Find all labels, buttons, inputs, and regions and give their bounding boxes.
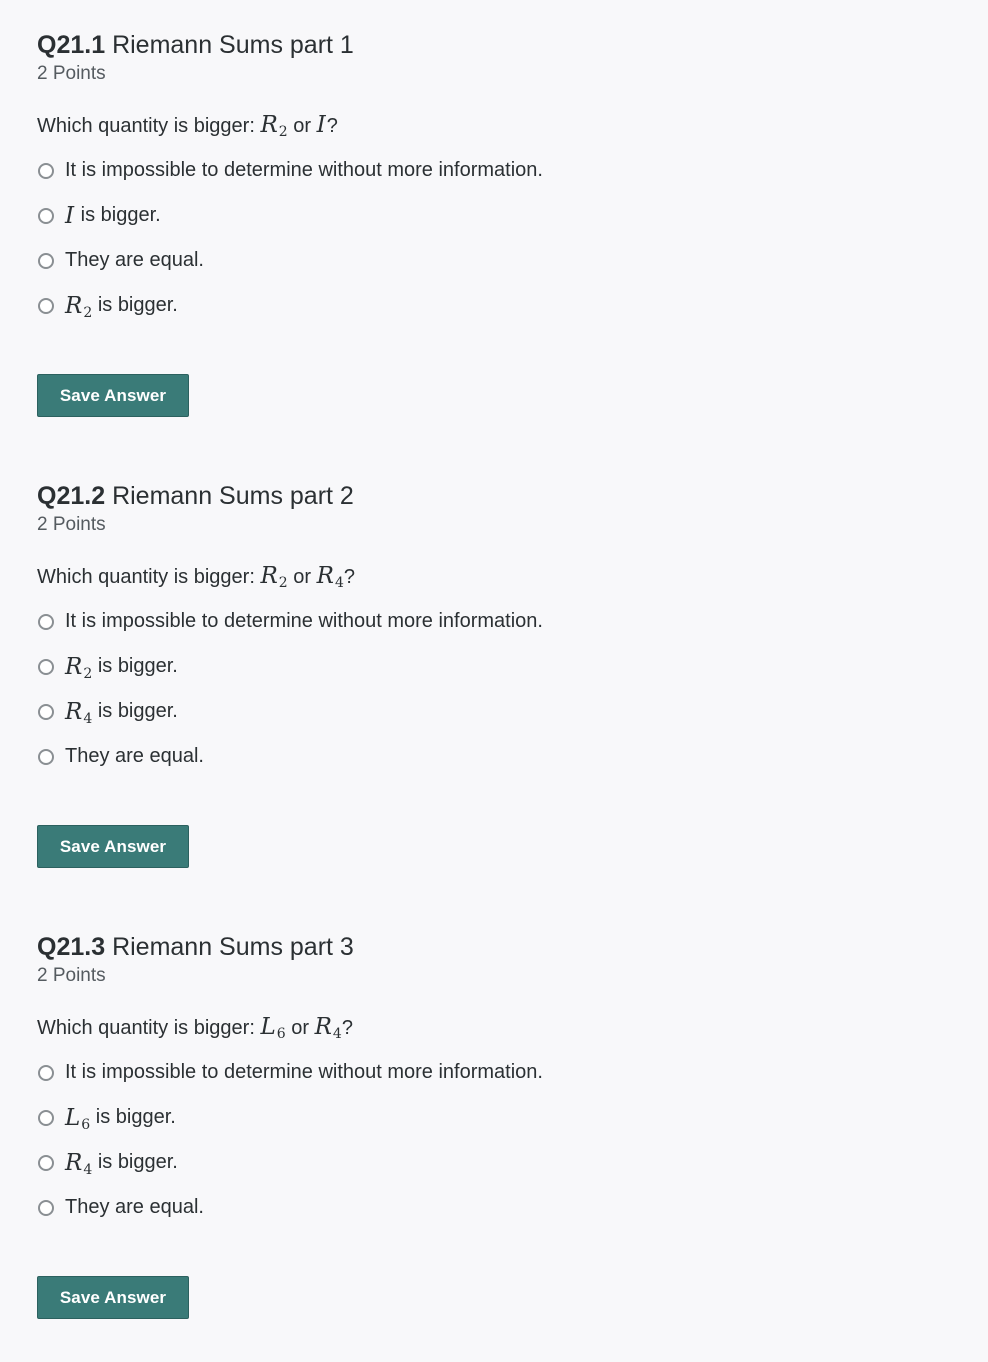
question-number: Q21.1 [37, 31, 106, 59]
option-label: is bigger. [97, 655, 178, 677]
question-prompt [37, 110, 937, 140]
option-label: It is impossible to determine without more information. [65, 159, 543, 181]
prompt-or: or [293, 115, 312, 137]
prompt-end: ? [341, 1017, 353, 1039]
math-symbol: $R_2$ [65, 653, 93, 682]
radio-button[interactable] [38, 1110, 54, 1126]
option-label: is bigger. [95, 1106, 176, 1128]
prompt-or: or [291, 1017, 310, 1039]
math-symbol: I [316, 112, 326, 138]
math-symbol: $L_6$ [260, 1014, 286, 1042]
question-prompt [37, 1012, 937, 1042]
question-number: Q21.3 [37, 933, 106, 961]
radio-button[interactable] [38, 1200, 54, 1216]
prompt-end: ? [343, 566, 355, 588]
radio-button[interactable] [38, 208, 54, 224]
question-name: Riemann Sums part 3 [112, 933, 354, 961]
radio-button[interactable] [38, 659, 54, 675]
math-symbol: $R_4$ [316, 563, 344, 591]
answer-options [37, 1050, 937, 1230]
math-symbol: $R_2$ [260, 563, 288, 591]
option-label: It is impossible to determine without more information. [65, 1061, 543, 1083]
save-answer-button[interactable]: Save Answer [37, 825, 189, 868]
radio-button[interactable] [38, 749, 54, 765]
radio-button[interactable] [38, 1065, 54, 1081]
math-symbol: $R_2$ [260, 112, 288, 140]
answer-option-r4-bigger[interactable] [37, 689, 937, 734]
answer-options [37, 599, 937, 779]
option-label: is bigger. [97, 700, 178, 722]
radio-button[interactable] [38, 704, 54, 720]
radio-button[interactable] [38, 298, 54, 314]
question-name: Riemann Sums part 2 [112, 482, 354, 510]
question-prompt [37, 561, 937, 591]
question-points: 2 Points [37, 965, 106, 986]
math-symbol: $R_4$ [314, 1014, 342, 1042]
answer-option-r2-bigger[interactable] [37, 644, 937, 689]
option-label: is bigger. [80, 204, 161, 226]
question-title [37, 481, 937, 511]
answer-option-impossible[interactable] [37, 1050, 937, 1095]
option-label: They are equal. [65, 249, 204, 271]
save-answer-button[interactable]: Save Answer [37, 374, 189, 417]
answer-option-r2-bigger[interactable] [37, 283, 937, 328]
answer-option-equal[interactable] [37, 238, 937, 283]
question-points: 2 Points [37, 514, 106, 535]
question-name: Riemann Sums part 1 [112, 31, 354, 59]
answer-option-impossible[interactable] [37, 599, 937, 644]
answer-options [37, 148, 937, 328]
option-label: It is impossible to determine without more information. [65, 610, 543, 632]
radio-button[interactable] [38, 614, 54, 630]
option-label: is bigger. [97, 294, 178, 316]
answer-option-i-bigger[interactable] [37, 193, 937, 238]
math-symbol: $L_6$ [65, 1104, 91, 1133]
answer-option-equal[interactable] [37, 734, 937, 779]
prompt-text: Which quantity is bigger: [37, 115, 255, 137]
question-q21-2 [37, 481, 937, 868]
question-number: Q21.2 [37, 482, 106, 510]
answer-option-r4-bigger[interactable] [37, 1140, 937, 1185]
math-symbol: $R_4$ [65, 1149, 93, 1178]
math-symbol: $R_2$ [65, 292, 93, 321]
question-title [37, 932, 937, 962]
radio-button[interactable] [38, 1155, 54, 1171]
prompt-end: ? [326, 115, 338, 137]
prompt-text: Which quantity is bigger: [37, 566, 255, 588]
answer-option-l6-bigger[interactable] [37, 1095, 937, 1140]
math-symbol: $R_4$ [65, 698, 93, 727]
radio-button[interactable] [38, 163, 54, 179]
question-title [37, 30, 937, 60]
option-label: They are equal. [65, 745, 204, 767]
math-symbol: I [65, 202, 75, 229]
radio-button[interactable] [38, 253, 54, 269]
answer-option-equal[interactable] [37, 1185, 937, 1230]
save-answer-button[interactable]: Save Answer [37, 1276, 189, 1319]
prompt-text: Which quantity is bigger: [37, 1017, 255, 1039]
option-label: is bigger. [97, 1151, 178, 1173]
option-label: They are equal. [65, 1196, 204, 1218]
question-points: 2 Points [37, 63, 106, 84]
question-q21-3 [37, 932, 937, 1319]
prompt-or: or [293, 566, 312, 588]
question-q21-1 [37, 30, 937, 417]
answer-option-impossible[interactable] [37, 148, 937, 193]
